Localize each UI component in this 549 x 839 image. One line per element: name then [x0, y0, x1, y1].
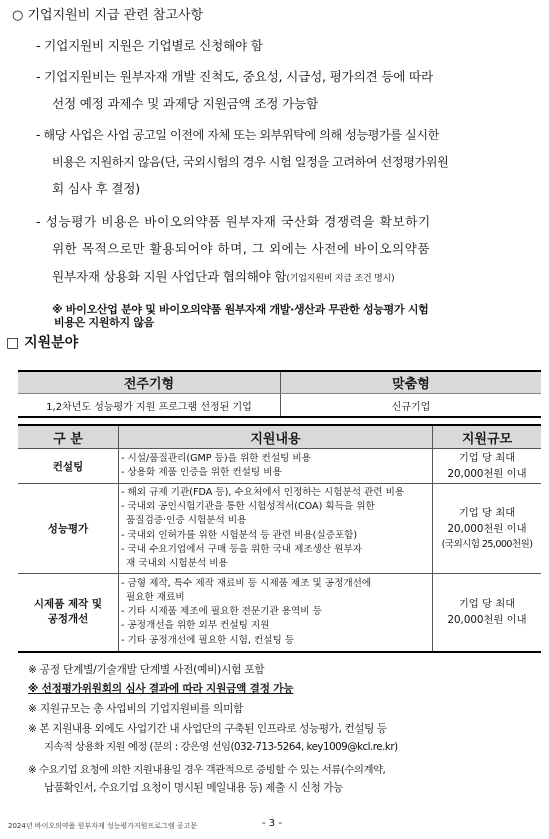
scale-prototype [433, 574, 542, 652]
table-header-row [18, 371, 541, 394]
section1-item4-line3 [52, 264, 394, 292]
section1-item3-line1: - 해당 사업은 사업 공고일 이전에 자체 또는 외부위탁에 의해 성능평가를 실시한 [36, 128, 439, 142]
content-line: - 해외 규제 기관(FDA 등), 수요처에서 인정하는 시험분석 관련 비용 [121, 486, 405, 498]
section1-item2-line1: - 기업지원비는 원부자재 개발 진척도, 중요성, 시급성, 평가의견 등에 따라 [36, 69, 433, 84]
note-4-line2: 지속적 상용화 지원 예정 (문의 : 강은영 선임(032-713-5264, key1009@kcl.re.kr) [44, 741, 398, 753]
section1-item4-line2: 위한 목적으로만 활용되어야 하며, 그 외에는 사전에 바이오의약품 [52, 241, 430, 256]
content-line: - 시설/품질관리(GMP 등)을 위한 컨설팅 비용 [121, 452, 311, 464]
section1-item2-line2: 선정 예정 과제수 및 과제당 지원금액 조정 가능함 [52, 96, 318, 111]
table-row [18, 449, 541, 484]
header-content: 지원내용 [119, 425, 433, 449]
content-line: 품질검증·인증 시험분석 비용 [126, 515, 247, 527]
category-performance: 성능평가 [18, 484, 119, 574]
section1-note-line1: ※ 바이오산업 분야 및 바이오의약품 원부자재 개발·생산과 무관한 성능평가 시험 [52, 303, 429, 316]
section1-item3-line2: 비용은 지원하지 않음(단, 국외시험의 경우 시험 일정을 고려하여 선정평가위원 [52, 155, 449, 169]
note-5-line1: ※ 수요기업 요청에 의한 지원내용일 경우 객관적으로 증빙할 수 있는 서류(수의계약, [28, 764, 386, 776]
category-prototype [18, 574, 119, 652]
cell-full-cycle: 1,2차년도 성능평가 지원 프로그램 선정된 기업 [18, 394, 281, 418]
content-line: 필요한 재료비 [126, 591, 185, 603]
table-row [18, 394, 541, 418]
section1-item1: - 기업지원비 지원은 기업별로 신청해야 함 [36, 38, 263, 53]
table-row [18, 574, 541, 652]
category-line: 공정개선 [47, 613, 89, 626]
section1-title: ○ 기업지원비 지급 관련 참고사항 [12, 8, 204, 23]
scale-line: 기업 당 최대 [458, 452, 516, 464]
note-4-line1: ※ 본 지원내용 외에도 사업기간 내 사업단의 구축된 인프라로 성능평가, 컨설팅 등 [28, 723, 387, 735]
content-prototype [119, 574, 433, 652]
header-custom: 맞춤형 [281, 371, 542, 394]
content-line: - 상용화 제품 인증을 위한 컨설팅 비용 [121, 467, 282, 478]
note-1: ※ 공정 단계별/기술개발 단계별 사전(예비)시험 포함 [28, 664, 265, 676]
scale-consulting [433, 449, 542, 484]
content-line: - 기타 공정개선에 필요한 시험, 컨설팅 등 [121, 634, 295, 646]
program-type-table [18, 370, 541, 418]
table-header-row [18, 425, 541, 449]
scale-line: 기업 당 최대 [458, 598, 516, 611]
section1-note-line2: 비용은 지원하지 않음 [54, 316, 154, 329]
section1-item4-small-note: (기업지원비 지급 조건 명시) [286, 274, 395, 284]
scale-line: (국외시험 25,000천원) [441, 538, 533, 550]
content-line: - 금형 제작, 특수 제작 재료비 등 시제품 제조 및 공정개선에 [121, 577, 372, 589]
content-line: - 국내 수요기업에서 구매 등을 위한 국내 제조생산 원부자 [121, 543, 363, 555]
category-consulting: 컨설팅 [18, 449, 119, 484]
content-line: 재 국내외 시험분석 비용 [126, 558, 228, 570]
scale-line: 20,000천원 이내 [447, 468, 527, 480]
content-line: - 국내외 인허가를 위한 시험분석 등 관련 비용(실증포함) [121, 529, 358, 541]
page-number: - 3 - [262, 818, 282, 829]
section2-title: □ 지원분야 [6, 335, 79, 351]
header-full-cycle: 전주기형 [18, 371, 281, 394]
category-line: 시제품 제작 및 [33, 598, 103, 611]
section1-note [52, 303, 428, 329]
content-line: - 공정개선을 위한 외부 컨설팅 지원 [121, 620, 270, 632]
scale-line: 기업 당 최대 [458, 506, 516, 519]
section1-item3-line3: 회 심사 후 결정) [52, 181, 140, 196]
cell-custom: 신규기업 [281, 394, 542, 418]
section1-item4-line3-text: 원부자재 상용화 지원 사업단과 협의해야 함 [52, 269, 287, 284]
content-line: - 국내외 공인시험기관을 통한 시험성적서(COA) 획득을 위한 [121, 500, 375, 512]
content-line: - 기타 시제품 제조에 필요한 전문기관 용역비 등 [121, 606, 322, 618]
scale-line: 20,000천원 이내 [447, 614, 527, 627]
support-content-table [18, 424, 541, 653]
header-category: 구 분 [18, 425, 119, 449]
table-row [18, 484, 541, 574]
footer-title: 2024년 바이오의약품 원부자재 성능평가지원프로그램 공고문 [8, 822, 198, 830]
note-3: ※ 지원규모는 총 사업비의 기업지원비를 의미함 [28, 703, 244, 715]
section1-item4-line1: - 성능평가 비용은 바이오의약품 원부자재 국산화 경쟁력을 확보하기 [36, 214, 431, 229]
content-performance [119, 484, 433, 574]
scale-performance [433, 484, 542, 574]
note-2: ※ 선정평가위원회의 심사 결과에 따라 지원금액 결정 가능 [28, 683, 294, 695]
content-consulting [119, 449, 433, 484]
scale-line: 20,000천원 이내 [447, 522, 527, 535]
note-5-line2: 납품확인서, 수요기업 요청이 명시된 메일내용 등) 제출 시 신청 가능 [44, 782, 343, 794]
header-scale: 지원규모 [433, 425, 542, 449]
